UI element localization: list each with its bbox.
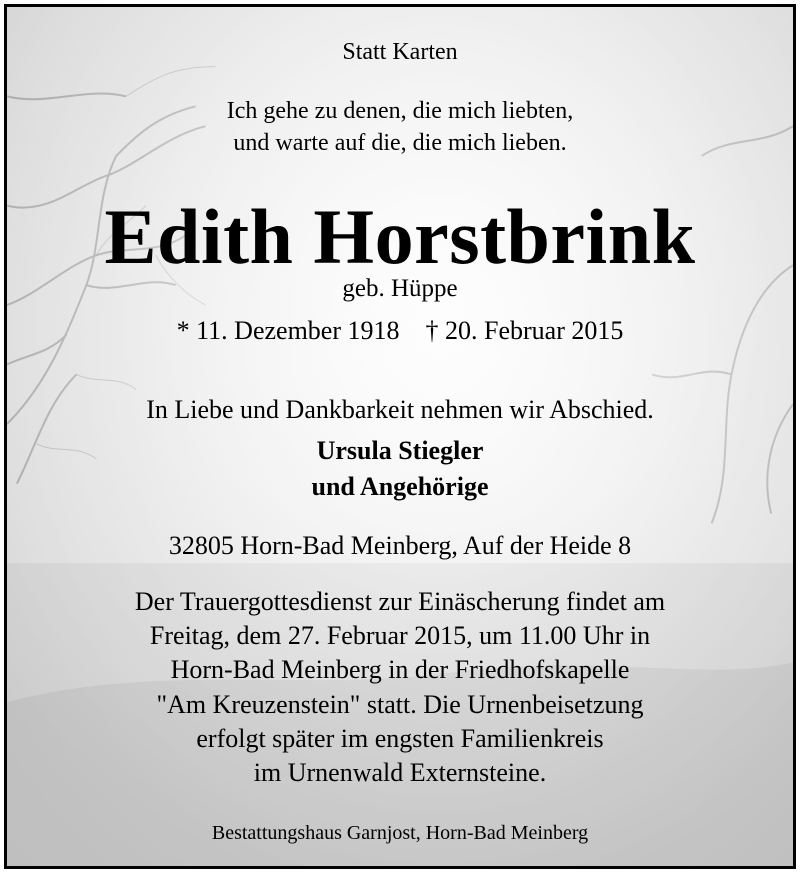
mourners: [7, 433, 793, 505]
service-line: Freitag, dem 27. Februar 2015, um 11.00 Uhr in: [149, 621, 651, 651]
service-line: erfolgt später im engsten Familienkreis: [196, 723, 604, 753]
farewell-text: In Liebe und Dankbarkeit nehmen wir Abschied.: [146, 395, 654, 424]
motto-verse: [7, 95, 793, 159]
motto-line: Ich gehe zu denen, die mich liebten,: [226, 98, 574, 124]
notice-content: [7, 7, 793, 866]
birth-date: * 11. Dezember 1918: [176, 316, 400, 345]
service-line: "Am Kreuzenstein" statt. Die Urnenbeisetzung: [156, 689, 644, 719]
life-dates: [7, 316, 793, 346]
maiden-name: geb. Hüppe: [342, 275, 458, 302]
motto-line: und warte auf die, die mich lieben.: [233, 130, 567, 156]
mourner-line: Ursula Stiegler: [316, 436, 484, 465]
mourner-line: und Angehörige: [311, 472, 489, 501]
service-line: Horn-Bad Meinberg in der Friedhofskapelle: [170, 655, 630, 685]
funeral-home: Bestattungshaus Garnjost, Horn-Bad Meinberg: [211, 822, 589, 844]
obituary-notice: [4, 4, 796, 869]
heading-statt-karten: Statt Karten: [342, 39, 458, 65]
service-details: [7, 585, 793, 790]
address: 32805 Horn-Bad Meinberg, Auf der Heide 8: [168, 531, 632, 560]
death-date: † 20. Februar 2015: [425, 316, 624, 345]
service-line: Der Trauergottesdienst zur Einäscherung findet am: [134, 587, 666, 616]
deceased-name: Edith Horstbrink: [104, 193, 696, 280]
service-line: im Urnenwald Externsteine.: [253, 758, 547, 788]
